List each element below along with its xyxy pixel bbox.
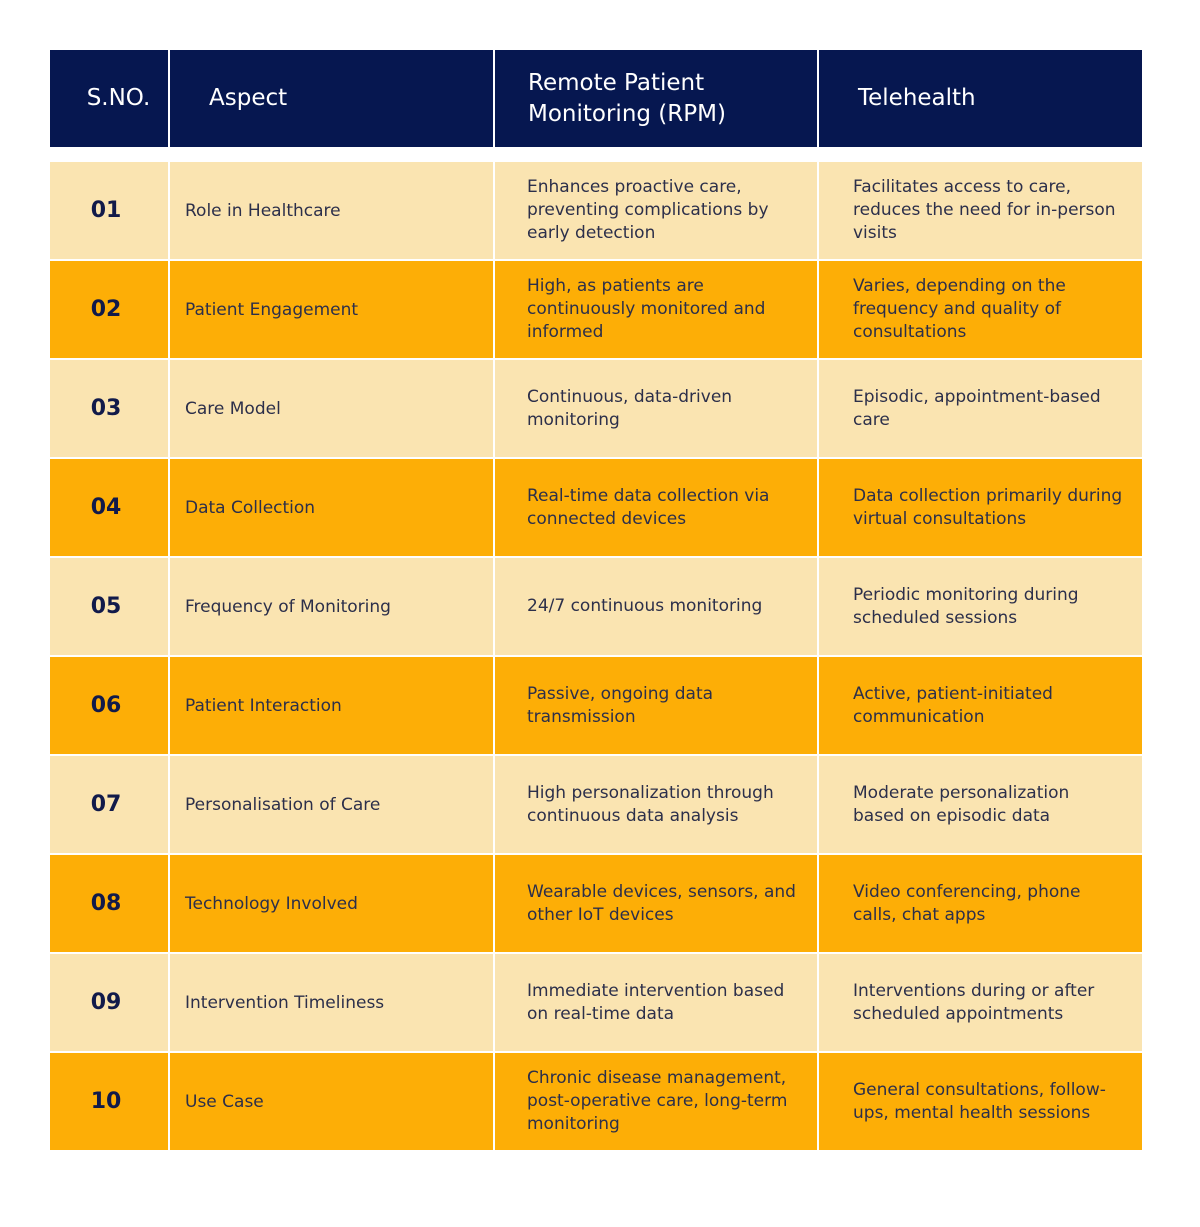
- row-number: 03: [50, 360, 168, 457]
- row-telehealth: General consultations, follow-ups, mental health sessions: [819, 1053, 1142, 1150]
- row-aspect: Patient Engagement: [170, 261, 493, 358]
- row-aspect: Personalisation of Care: [170, 756, 493, 853]
- row-telehealth: Data collection primarily during virtual consultations: [819, 459, 1142, 556]
- table-row: [50, 855, 1140, 952]
- table-row: [50, 360, 1140, 457]
- row-rpm: Chronic disease management, post-operative care, long-term monitoring: [495, 1053, 817, 1150]
- row-number: 09: [50, 954, 168, 1051]
- header-telehealth: Telehealth: [819, 50, 1142, 147]
- header-sno: S.NO.: [50, 50, 168, 147]
- row-number: 08: [50, 855, 168, 952]
- row-number: 02: [50, 261, 168, 358]
- row-number: 10: [50, 1053, 168, 1150]
- row-number: 06: [50, 657, 168, 754]
- row-telehealth: Varies, depending on the frequency and quality of consultations: [819, 261, 1142, 358]
- row-rpm: High personalization through continuous data analysis: [495, 756, 817, 853]
- row-telehealth: Video conferencing, phone calls, chat apps: [819, 855, 1142, 952]
- row-rpm: 24/7 continuous monitoring: [495, 558, 817, 655]
- row-telehealth: Active, patient-initiated communication: [819, 657, 1142, 754]
- row-rpm: Real-time data collection via connected devices: [495, 459, 817, 556]
- table-row: [50, 558, 1140, 655]
- table-header-row: [50, 50, 1140, 147]
- table-row: [50, 459, 1140, 556]
- row-rpm: High, as patients are continuously monitored and informed: [495, 261, 817, 358]
- header-aspect: Aspect: [170, 50, 493, 147]
- table-row: [50, 162, 1140, 259]
- row-aspect: Technology Involved: [170, 855, 493, 952]
- row-number: 05: [50, 558, 168, 655]
- table-row: [50, 954, 1140, 1051]
- comparison-table: [50, 50, 1140, 1152]
- row-aspect: Frequency of Monitoring: [170, 558, 493, 655]
- row-telehealth: Interventions during or after scheduled appointments: [819, 954, 1142, 1051]
- row-aspect: Care Model: [170, 360, 493, 457]
- table-row: [50, 756, 1140, 853]
- table-row: [50, 657, 1140, 754]
- row-rpm: Continuous, data-driven monitoring: [495, 360, 817, 457]
- row-rpm: Wearable devices, sensors, and other IoT devices: [495, 855, 817, 952]
- row-number: 07: [50, 756, 168, 853]
- row-rpm: Enhances proactive care, preventing complications by early detection: [495, 162, 817, 259]
- row-number: 01: [50, 162, 168, 259]
- row-aspect: Intervention Timeliness: [170, 954, 493, 1051]
- row-aspect: Data Collection: [170, 459, 493, 556]
- header-spacer: [50, 147, 1140, 162]
- row-aspect: Patient Interaction: [170, 657, 493, 754]
- row-rpm: Immediate intervention based on real-time data: [495, 954, 817, 1051]
- row-telehealth: Moderate personalization based on episodic data: [819, 756, 1142, 853]
- table-row: [50, 1053, 1140, 1150]
- row-telehealth: Periodic monitoring during scheduled sessions: [819, 558, 1142, 655]
- row-aspect: Use Case: [170, 1053, 493, 1150]
- table-row: [50, 261, 1140, 358]
- row-telehealth: Facilitates access to care, reduces the need for in-person visits: [819, 162, 1142, 259]
- row-telehealth: Episodic, appointment-based care: [819, 360, 1142, 457]
- header-rpm: Remote Patient Monitoring (RPM): [495, 50, 817, 147]
- row-rpm: Passive, ongoing data transmission: [495, 657, 817, 754]
- row-aspect: Role in Healthcare: [170, 162, 493, 259]
- row-number: 04: [50, 459, 168, 556]
